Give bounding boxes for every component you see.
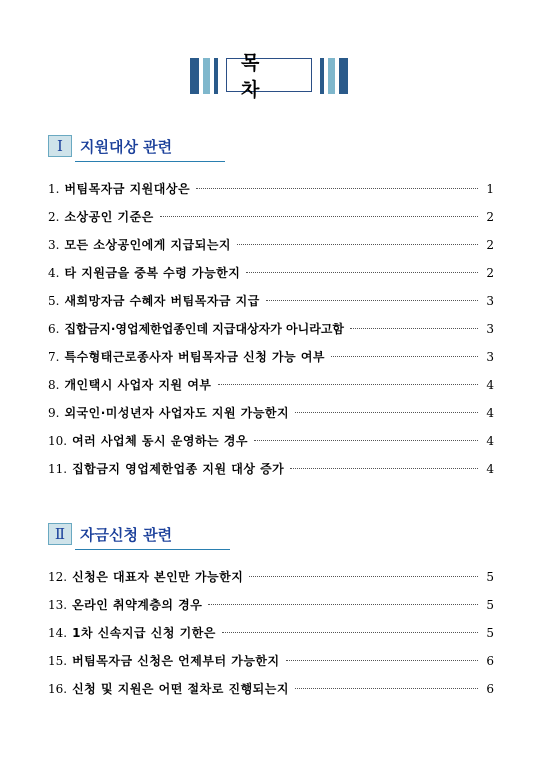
toc-entry[interactable] <box>48 680 494 700</box>
entry-text: 외국인·미성년자 사업자도 지원 가능한지 <box>64 406 290 420</box>
entry-text: 개인택시 사업자 지원 여부 <box>64 378 212 392</box>
leader-dots <box>208 604 478 605</box>
toc-entry[interactable] <box>48 264 494 284</box>
entry-number: 4. <box>48 266 60 280</box>
toc-entry[interactable] <box>48 236 494 256</box>
entry-number: 7. <box>48 350 60 364</box>
leader-dots <box>295 688 478 689</box>
entry-page: 2 <box>486 266 494 280</box>
entry-page: 2 <box>486 238 494 252</box>
section-1-underline <box>75 161 225 162</box>
section-2-underline <box>75 549 230 550</box>
entry-number: 5. <box>48 294 60 308</box>
title-text: 목 차 <box>226 58 312 92</box>
entry-text: 버팀목자금 신청은 언제부터 가능한지 <box>72 654 280 668</box>
toc-entry[interactable] <box>48 596 494 616</box>
entry-number: 8. <box>48 378 60 392</box>
section-1-title: 지원대상 관련 <box>80 138 173 156</box>
entry-number: 3. <box>48 238 60 252</box>
entry-page: 6 <box>486 654 494 668</box>
entry-number: 16. <box>48 682 68 696</box>
toc-entry[interactable] <box>48 624 494 644</box>
entry-text: 신청 및 지원은 어떤 절차로 진행되는지 <box>72 682 289 696</box>
leader-dots <box>254 440 478 441</box>
entry-text: 1차 신속지급 신청 기한은 <box>72 626 216 640</box>
entry-number: 1. <box>48 182 60 196</box>
entry-text: 모든 소상공인에게 지급되는지 <box>64 238 232 252</box>
entry-page: 5 <box>486 598 494 612</box>
leader-dots <box>160 216 478 217</box>
toc-title <box>190 52 350 101</box>
entry-text: 소상공인 기준은 <box>64 210 154 224</box>
title-bar-right-dark-2 <box>320 58 324 94</box>
title-bar-right-light <box>328 58 335 94</box>
entry-page: 1 <box>486 182 494 196</box>
section-2-title: 자금신청 관련 <box>80 526 173 544</box>
leader-dots <box>196 188 478 189</box>
section-1-number: Ⅰ <box>48 135 72 157</box>
entry-page: 4 <box>486 406 494 420</box>
leader-dots <box>249 576 478 577</box>
toc-entry[interactable] <box>48 376 494 396</box>
entry-page: 4 <box>486 462 494 476</box>
leader-dots <box>331 356 478 357</box>
entry-number: 2. <box>48 210 60 224</box>
entry-text: 새희망자금 수혜자 버팀목자금 지급 <box>64 294 260 308</box>
leader-dots <box>286 660 478 661</box>
entry-number: 9. <box>48 406 60 420</box>
entry-number: 11. <box>48 462 68 476</box>
section-2-number: Ⅱ <box>48 523 72 545</box>
toc-entry[interactable] <box>48 348 494 368</box>
section-1-header <box>48 132 228 162</box>
entry-page: 5 <box>486 570 494 584</box>
title-bar-left-light <box>203 58 210 94</box>
entry-text: 버팀목자금 지원대상은 <box>64 182 191 196</box>
toc-entry[interactable] <box>48 292 494 312</box>
entry-page: 4 <box>486 378 494 392</box>
toc-entry[interactable] <box>48 320 494 340</box>
entry-number: 15. <box>48 654 68 668</box>
entry-number: 12. <box>48 570 68 584</box>
toc-entry[interactable] <box>48 208 494 228</box>
section-2-header <box>48 520 233 550</box>
entry-number: 10. <box>48 434 68 448</box>
leader-dots <box>290 468 478 469</box>
leader-dots <box>218 384 479 385</box>
toc-entry[interactable] <box>48 652 494 672</box>
entry-text: 집합금지·영업제한업종인데 지급대상자가 아니라고함 <box>64 322 344 336</box>
leader-dots <box>295 412 478 413</box>
entry-page: 3 <box>486 322 494 336</box>
entry-text: 집합금지 영업제한업종 지원 대상 증가 <box>72 462 285 476</box>
toc-entry[interactable] <box>48 180 494 200</box>
toc-entry[interactable] <box>48 568 494 588</box>
entry-text: 타 지원금을 중복 수령 가능한지 <box>64 266 241 280</box>
title-bar-right-dark <box>339 58 348 94</box>
title-bar-left-dark <box>190 58 199 94</box>
toc-entry[interactable] <box>48 460 494 480</box>
entry-page: 4 <box>486 434 494 448</box>
leader-dots <box>266 300 478 301</box>
toc-entry[interactable] <box>48 432 494 452</box>
entry-text: 온라인 취약계층의 경우 <box>72 598 203 612</box>
entry-number: 14. <box>48 626 68 640</box>
entry-page: 3 <box>486 294 494 308</box>
entry-number: 6. <box>48 322 60 336</box>
entry-number: 13. <box>48 598 68 612</box>
leader-dots <box>222 632 478 633</box>
leader-dots <box>237 244 478 245</box>
entry-text: 특수형태근로종사자 버팀목자금 신청 가능 여부 <box>64 350 326 364</box>
entry-page: 5 <box>486 626 494 640</box>
entry-text: 여러 사업체 동시 운영하는 경우 <box>72 434 249 448</box>
title-bar-left-dark-2 <box>214 58 218 94</box>
entry-page: 6 <box>486 682 494 696</box>
toc-entry[interactable] <box>48 404 494 424</box>
leader-dots <box>350 328 478 329</box>
leader-dots <box>246 272 478 273</box>
entry-page: 2 <box>486 210 494 224</box>
entry-page: 3 <box>486 350 494 364</box>
entry-text: 신청은 대표자 본인만 가능한지 <box>72 570 244 584</box>
